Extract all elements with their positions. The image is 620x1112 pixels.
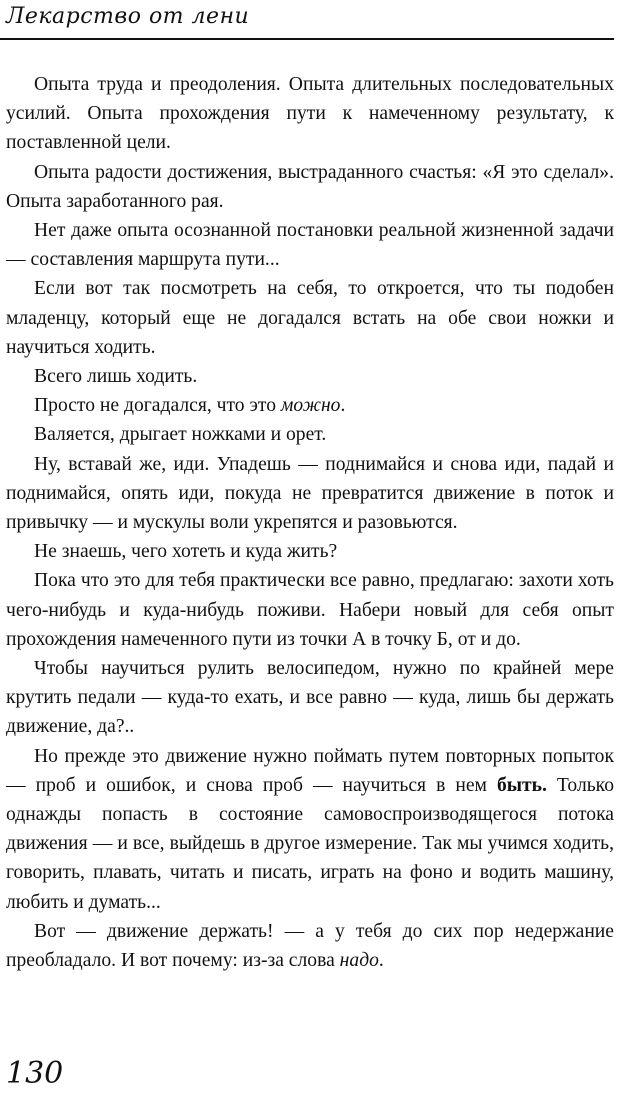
paragraph (6, 391, 614, 420)
page-number: 130 (6, 1056, 64, 1091)
paragraph: Не знаешь, чего хотеть и куда жить? (34, 541, 338, 563)
paragraph: Опыта радости достижения, выстраданного счастья: «Я это сделал». Опыта заработанного рая. (6, 161, 614, 212)
paragraph-text: Вот — движение держать! — а у тебя до сих пор недержание преобладало. И вот почему: из-за слова (6, 920, 614, 972)
paragraph-text: . (378, 950, 384, 972)
emphasis-text: надо (339, 950, 379, 972)
paragraph-text: Только однажды попасть в состояние самовоспроизводящегося потока движения — и все, выйдешь в другое измерение. Так мы учимся ходить, говорить, плавать, читать и писать, играть на фоно и водить машину, любить и думать... (6, 774, 614, 913)
paragraph: Если вот так посмотреть на себя, то откроется, что ты подобен младенцу, который еще не догадался встать на обе свои ножки и научиться ходить. (6, 278, 614, 358)
body-text (6, 70, 614, 975)
bold-text: быть. (496, 774, 547, 796)
emphasis-text: можно (280, 395, 341, 417)
header-rule (0, 38, 614, 40)
paragraph: Пока что это для тебя практически все равно, предлагаю: захоти хоть чего-нибудь и куда-нибудь поживи. Набери новый для себя опыт прохождения намеченного пути из точки А в точку Б, от и до. (6, 570, 614, 650)
paragraph (6, 742, 614, 917)
paragraph: Опыта труда и преодоления. Опыта длительных последовательных усилий. Опыта прохождения пути к намеченному результату, к поставленной цели. (6, 74, 614, 154)
paragraph: Валяется, дрыгает ножками и орет. (34, 424, 327, 446)
running-title: Лекарство от лени (6, 4, 250, 29)
paragraph: Ну, вставай же, иди. Упадешь — поднимайся и снова иди, падай и поднимайся, опять иди, покуда не превратится движение в поток и привычку — и мускулы воли укрепятся и разовьются. (6, 453, 614, 534)
paragraph: Нет даже опыта осознанной постановки реальной жизненной задачи — составления маршрута пути... (6, 220, 614, 271)
paragraph: Чтобы научиться рулить велосипедом, нужно по крайней мере крутить педали — куда-то ехать, и все равно — куда, лишь бы держать движение, да?.. (6, 658, 614, 738)
paragraph-text: . (340, 395, 346, 417)
paragraph (6, 917, 614, 975)
paragraph: Всего лишь ходить. (34, 366, 198, 388)
paragraph-text: Просто не догадался, что это (34, 395, 281, 417)
paragraph-text: Но прежде это движение нужно поймать путем повторных попыток — проб и ошибок, и снова проб — научиться в нем (6, 745, 614, 796)
